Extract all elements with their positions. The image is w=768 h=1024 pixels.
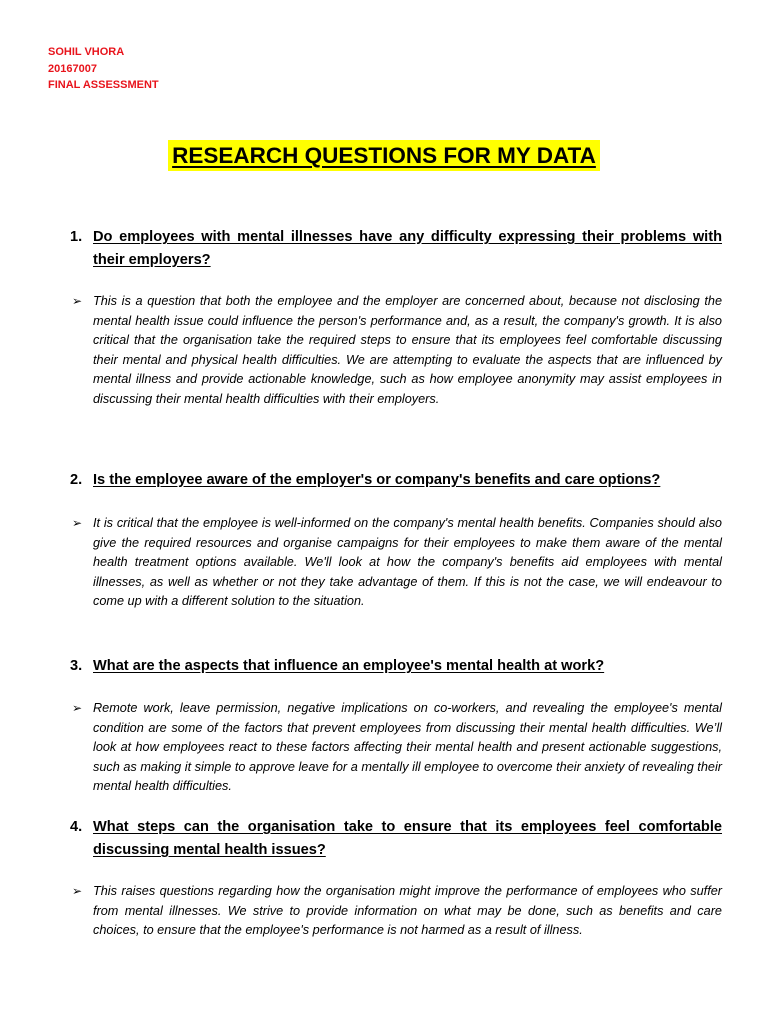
- page-title: RESEARCH QUESTIONS FOR MY DATA: [168, 140, 600, 171]
- question-4: [70, 816, 722, 862]
- arrow-bullet-icon: ➢: [72, 701, 83, 715]
- author-block: [48, 44, 159, 94]
- arrow-bullet-icon: ➢: [72, 884, 83, 898]
- answer-text: Remote work, leave permission, negative implications on co-workers, and revealing the employee's mental condition are some of the factors that prevent employees from discussing their mental health difficulties. We’ll look at how employees react to these factors affecting their mental health and present actionable suggestions, such as making it simple to approve leave for a mentally ill employee to overcome their anxiety of revealing their mental health difficulties.: [93, 701, 722, 793]
- author-name: SOHIL VHORA: [48, 46, 125, 58]
- answer-1: [72, 292, 722, 409]
- answer-4: [72, 882, 722, 941]
- answer-text: This raises questions regarding how the organisation might improve the performance of employees who suffer from mental illnesses. We strive to provide information on what may be done, such as benefits and care choices, to ensure that the employee's performance is not harmed as a result of illness.: [93, 884, 722, 937]
- question-3: [70, 655, 722, 678]
- answer-text: It is critical that the employee is well-informed on the company's mental health benefits. Companies should also give the required resources and organise campaigns for their employees to make them aware of the mental health treatment options available. We'll look at how the company's benefits aid employees with mental illnesses, as well as whether or not they take advantage of them. If this is not the case, we will endeavour to come up with a different solution to the situation.: [93, 516, 722, 608]
- question-number: 4.: [70, 819, 83, 835]
- arrow-bullet-icon: ➢: [72, 294, 83, 308]
- question-text: What are the aspects that influence an employee's mental health at work?: [93, 658, 605, 674]
- answer-3: [72, 699, 722, 797]
- title-container: [0, 140, 768, 171]
- question-text: Do employees with mental illnesses have any difficulty expressing their problems with their employers?: [93, 229, 722, 268]
- question-number: 3.: [70, 658, 83, 674]
- question-text: What steps can the organisation take to ensure that its employees feel comfortable discussing mental health issues?: [93, 819, 722, 858]
- question-text: Is the employee aware of the employer's or company's benefits and care options?: [93, 472, 661, 488]
- question-1: [70, 226, 722, 272]
- assessment-label: FINAL ASSESSMENT: [48, 79, 159, 91]
- question-number: 1.: [70, 229, 83, 245]
- arrow-bullet-icon: ➢: [72, 516, 83, 530]
- student-id: 20167007: [48, 62, 97, 75]
- question-number: 2.: [70, 472, 83, 488]
- answer-2: [72, 514, 722, 612]
- answer-text: This is a question that both the employee and the employer are concerned about, because not disclosing the mental health issue could influence the person's performance and, as a result, the company's growth. It is also critical that the organisation take the required steps to ensure that its employees feel comfortable discussing their mental and physical health difficulties. We are attempting to evaluate the aspects that are influenced by mental illness and provide actionable knowledge, such as how employee anonymity may assist employees in discussing their mental health difficulties with their employers.: [93, 294, 722, 406]
- question-2: [70, 469, 722, 492]
